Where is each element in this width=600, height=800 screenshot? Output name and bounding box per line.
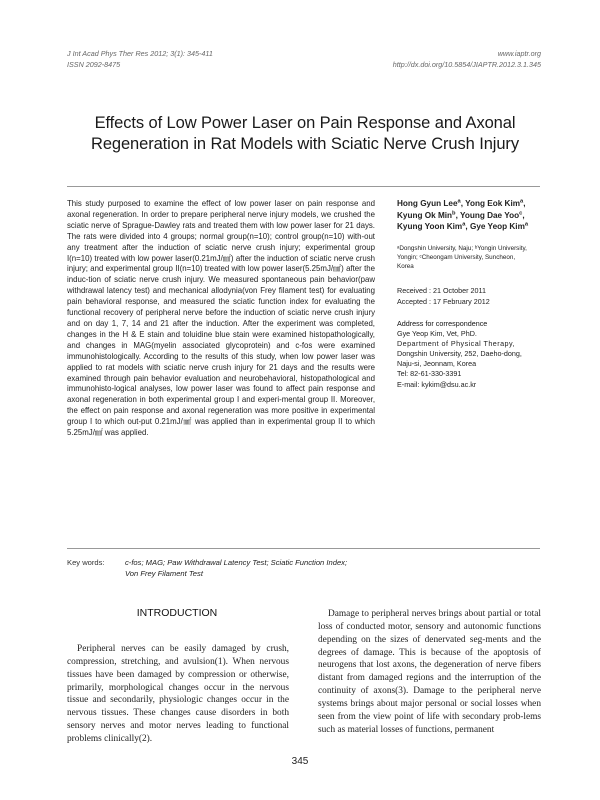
accepted-date: Accepted : 17 February 2012 [397,296,490,306]
author-name: Kyung Ok Min [397,210,453,220]
affiliation-line: ᵃDongshin University, Naju; ᵇYongin University, [397,245,527,252]
title-line-2: Regeneration in Rat Models with Sciatic Nerve Crush Injury [91,135,519,153]
author-name: , Yong Eok Kim [460,199,520,208]
intro-column-2 [318,608,541,736]
middle-rule [67,548,540,549]
correspondence-address: Dongshin University, 252, Daeho-dong, [397,349,522,359]
affiliation-line: Korea [397,263,414,270]
page-number: 345 [291,756,309,767]
article-dates [397,286,557,307]
affiliations [397,244,557,271]
affiliation-line: Yongin; ᶜCheongam University, Suncheon, [397,254,516,261]
correspondence-heading: Address for correspondence [397,319,488,328]
keywords-line-2: Von Frey Filament Test [125,569,203,578]
correspondence-email[interactable]: E-mail: kykim@dsu.ac.kr [397,379,477,389]
author-line-2: Kyung Ok Min$^b$, Young Dae Yoo$^c$, [397,209,525,220]
author-affil-mark: a [457,198,461,205]
keywords-line-1: c-fos; MAG; Paw Withdrawal Latency Test; Sciatic Function Index; [125,558,348,567]
author-affil-mark: a [462,221,466,228]
received-date: Received : 21 October 2011 [397,286,486,295]
intro-paragraph-2: Damage to peripheral nerves brings about partial or total loss of conducted motor, sensory and autonomic functions depending on the sizes of denervated seg-ments and the degrees of damage. This is because of the apoptosis of neurogens that lost axons, the degeneration of nerve fibers distant from damaged regions and the interruption of the continuity of axons(3). Damage to the peripheral nerve systems brings about major personal or social losses when seen from the view point of life with secondary prob-lems such as material losses of functions, permanent [318,609,541,735]
authors [397,198,557,233]
correspondence-dept: Department of Physical Therapy, [397,339,515,349]
intro-column-1 [67,643,289,746]
journal-website: www.iaptr.org [497,49,541,58]
journal-citation: J Int Acad Phys Ther Res 2012; 3(1): 345-411 [67,49,213,58]
intro-paragraph-1: Peripheral nerves can be easily damaged by crush, compression, stretching, and avulsion(1). When nervous tissues have been damaged by compression or otherwise, primarily, morphological changes occur in the nervous tissue and secondarily, physiologic changes occur in the nervous tissues. These changes cause disorders in both sensory nerves and motor nerves leading to functional problems clinically(2). [67,644,289,744]
author-name: , Gye Yeop Kim [465,222,525,232]
author-affil-mark: b [452,209,456,216]
author-affil-mark: c [519,209,523,216]
section-heading-introduction: INTRODUCTION [136,607,218,619]
author-name: Hong Gyun Lee [397,199,458,208]
issn: ISSN 2092-8475 [67,60,121,69]
keywords [67,557,537,579]
doi-link: http://dx.doi.org/10.5854/JIAPTR.2012.3.1.345 [392,60,541,69]
author-line-3 [397,221,557,233]
keywords-label: Key words: [67,558,105,567]
correspondence-name: Gye Yeop Kim, Vet, PhD. [397,329,477,339]
abstract-text: This study purposed to examine the effect of low power laser on pain response and axonal regeneration. In order to prepare peripheral nerve injury models, we crushed the sciatic nerve of Sprague-Dawley rats and treated them with low power laser for 21 days. The rats were divided into 4 groups; normal group(n=10); control group(n=10) with-out any treatment after the induction of sciatic nerve crush injury; experimental group I(n=10) treated with low power laser(0.21mJ/㎟) after the induction of sciatic nerve crush injury; and experimental group II(n=10) treated with low power laser(5.25mJ/㎟) after the induc-tion of sciatic nerve crush injury. We measured spontaneous pain behavior(paw withdrawal latency test) and mechanical allodynia(von Frey filament test) for evaluating pain behavioral response, and measured the sciatic function index for evaluating the functional recovery of peripheral nerve before the induction of sciatic nerve crush injury and on day 1, 7, 14 and 21 after the induction. After the experiment was completed, changes in the H & E stain and toluidine blue stain were examined histopathologically, and changes in MAG(myelin associated glycoprotein) and c-fos were examined immunohistologically. According to the results of this study, when low power laser was applied to rat models with sciatic nerve crush injury for 21 days and the results were examined through pain behavior evaluation and neurobehavioral, histopathological and immunohisto-logical analyses, low power laser was found to affect pain response and axonal regeneration in both experimental group I and experi-mental group II. Moreover, the effect on pain response and axonal regeneration was more positive in experimental group I to which out-put 0.21mJ/㎟ was applied than in experimental group II to which 5.25mJ/㎟ was applied. [67,199,375,438]
title-line-1: Effects of Low Power Laser on Pain Response and Axonal [94,114,516,132]
correspondence-address: Naju-si, Jeonnam, Korea [397,359,477,369]
author-name: , Young Dae Yoo [455,210,520,220]
author-name: Kyung Yoon Kim [397,222,463,232]
abstract [67,199,375,439]
author-line-1: Hong Gyun Lee$^a$, Yong Eok Kim$^a$, [397,198,526,208]
author-affil-mark: a [524,221,529,228]
article-title [70,113,540,155]
correspondence-tel: Tel: 82-61-330-3391 [397,369,462,379]
author-affil-mark: a [520,198,524,205]
correspondence [397,319,557,390]
top-rule [67,186,540,187]
